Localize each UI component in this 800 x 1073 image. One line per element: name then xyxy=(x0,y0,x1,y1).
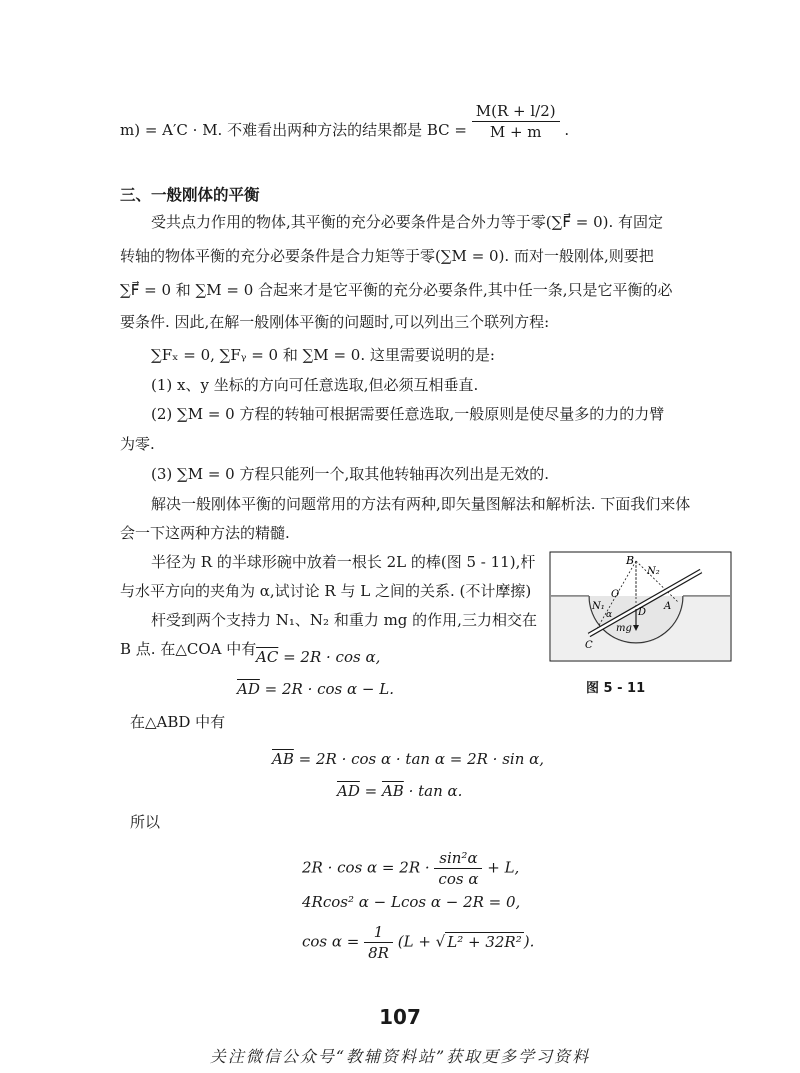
para4-line2: B 点. 在△COA 中有 xyxy=(120,640,257,658)
in-triangle-abd: 在△ABD 中有 xyxy=(130,713,226,731)
equation-ad-rhs: = 2R · cos α − L. xyxy=(259,680,394,698)
eight-r-denominator: 8R xyxy=(368,944,389,962)
intro-line xyxy=(120,101,570,142)
page-number: 107 xyxy=(379,1005,421,1029)
sqrt-radicand: L² + 32R² xyxy=(447,932,522,951)
one-over-8r xyxy=(364,922,393,963)
bowl-rod-figure xyxy=(549,551,749,666)
label-n1: N₁ xyxy=(592,601,605,612)
sin-cos-fraction xyxy=(434,848,482,889)
label-o: O xyxy=(611,589,620,600)
figure-caption: 图 5 - 11 xyxy=(586,681,646,696)
footer-watermark: 关注微信公众号“教辅资料站”获取更多学习资料 xyxy=(209,1047,591,1066)
equation-cos-rhs: + L, xyxy=(487,858,520,877)
solution-end: ). xyxy=(523,932,535,951)
solution-lhs: cos α = xyxy=(302,932,365,951)
equation-cos xyxy=(302,848,519,889)
para4-line1: 杆受到两个支持力 N₁、N₂ 和重力 mg 的作用,三力相交在 xyxy=(151,611,537,629)
segment-ad: $\overline{AD}$ xyxy=(237,680,260,698)
label-b: B xyxy=(626,554,635,567)
list-item-1: (1) x、y 坐标的方向可任意选取,但必须互相垂直. xyxy=(151,376,479,394)
segment-ac: $\overline{AC}$ xyxy=(256,648,279,666)
list-item-2-line1: (2) ∑M = 0 方程的转轴可根据需要任意选取,一般原则是使尽量多的力的力臂 xyxy=(151,405,665,423)
intro-text: m) = A′C · M. 不难看出两种方法的结果都是 BC = xyxy=(120,121,472,139)
bc-fraction xyxy=(472,101,560,142)
cos-denominator: cos α xyxy=(438,870,479,888)
equation-ad xyxy=(237,680,394,698)
para1-line5: ∑Fₓ = 0, ∑Fᵧ = 0 和 ∑M = 0. 这里需要说明的是: xyxy=(151,346,495,364)
label-c: C xyxy=(585,640,593,651)
equation-quadratic: 4Rcos² α − Lcos α − 2R = 0, xyxy=(302,893,521,911)
label-n2: N₂ xyxy=(647,566,660,577)
label-mg: mg xyxy=(616,623,632,634)
one-numerator: 1 xyxy=(364,922,393,943)
section-heading: 三、一般刚体的平衡 xyxy=(120,186,260,204)
label-alpha: α xyxy=(606,610,613,620)
equation-cos-lhs: 2R · cos α = 2R · xyxy=(302,858,435,877)
therefore: 所以 xyxy=(130,813,161,831)
list-item-3: (3) ∑M = 0 方程只能列一个,取其他转轴再次列出是无效的. xyxy=(151,465,550,483)
list-item-2-line2: 为零. xyxy=(120,435,155,453)
equation-ac-rhs: = 2R · cos α, xyxy=(278,648,381,666)
segment-ab-2: $\overline{AB}$ xyxy=(381,782,404,800)
para3-line1: 半径为 R 的半球形碗中放着一根长 2L 的棒(图 5 - 11),杆 xyxy=(151,553,536,571)
equals: = xyxy=(359,782,382,800)
para1-line1: 受共点力作用的物体,其平衡的充分必要条件是合外力等于零(∑F⃗ = 0). 有固定 xyxy=(151,213,663,231)
equation-ad-tan-rhs: · tan α. xyxy=(403,782,463,800)
para1-line2: 转轴的物体平衡的充分必要条件是合力矩等于零(∑M = 0). 而对一般刚体,则要把 xyxy=(120,247,654,265)
para2-line2: 会一下这两种方法的精髓. xyxy=(120,524,290,542)
para2-line1: 解决一般刚体平衡的问题常用的方法有两种,即矢量图解法和解析法. 下面我们来体 xyxy=(151,495,691,513)
label-a: A xyxy=(664,601,672,612)
equation-solution xyxy=(302,922,534,963)
para3-line2: 与水平方向的夹角为 α,试讨论 R 与 L 之间的关系. (不计摩擦) xyxy=(120,582,532,600)
solution-mid: (L + √ xyxy=(397,932,446,951)
segment-ad-2: $\overline{AD}$ xyxy=(337,782,360,800)
bc-denominator: M + m xyxy=(489,122,542,141)
segment-ab: $\overline{AB}$ xyxy=(272,750,294,768)
para1-line4: 要条件. 因此,在解一般刚体平衡的问题时,可以列出三个联列方程: xyxy=(120,313,550,331)
equation-ac xyxy=(256,648,380,666)
label-d: D xyxy=(638,607,647,618)
intro-end: . xyxy=(564,121,570,139)
para1-line3: ∑F⃗ = 0 和 ∑M = 0 合起来才是它平衡的充分必要条件,其中任一条,只是它平衡的必 xyxy=(120,281,673,299)
equation-ad-tan xyxy=(337,782,462,800)
bc-numerator: M(R + l/2) xyxy=(472,101,560,122)
equation-ab xyxy=(272,750,544,768)
sin-numerator: sin²α xyxy=(434,848,482,869)
equation-ab-rhs: = 2R · cos α · tan α = 2R · sin α, xyxy=(293,750,545,768)
